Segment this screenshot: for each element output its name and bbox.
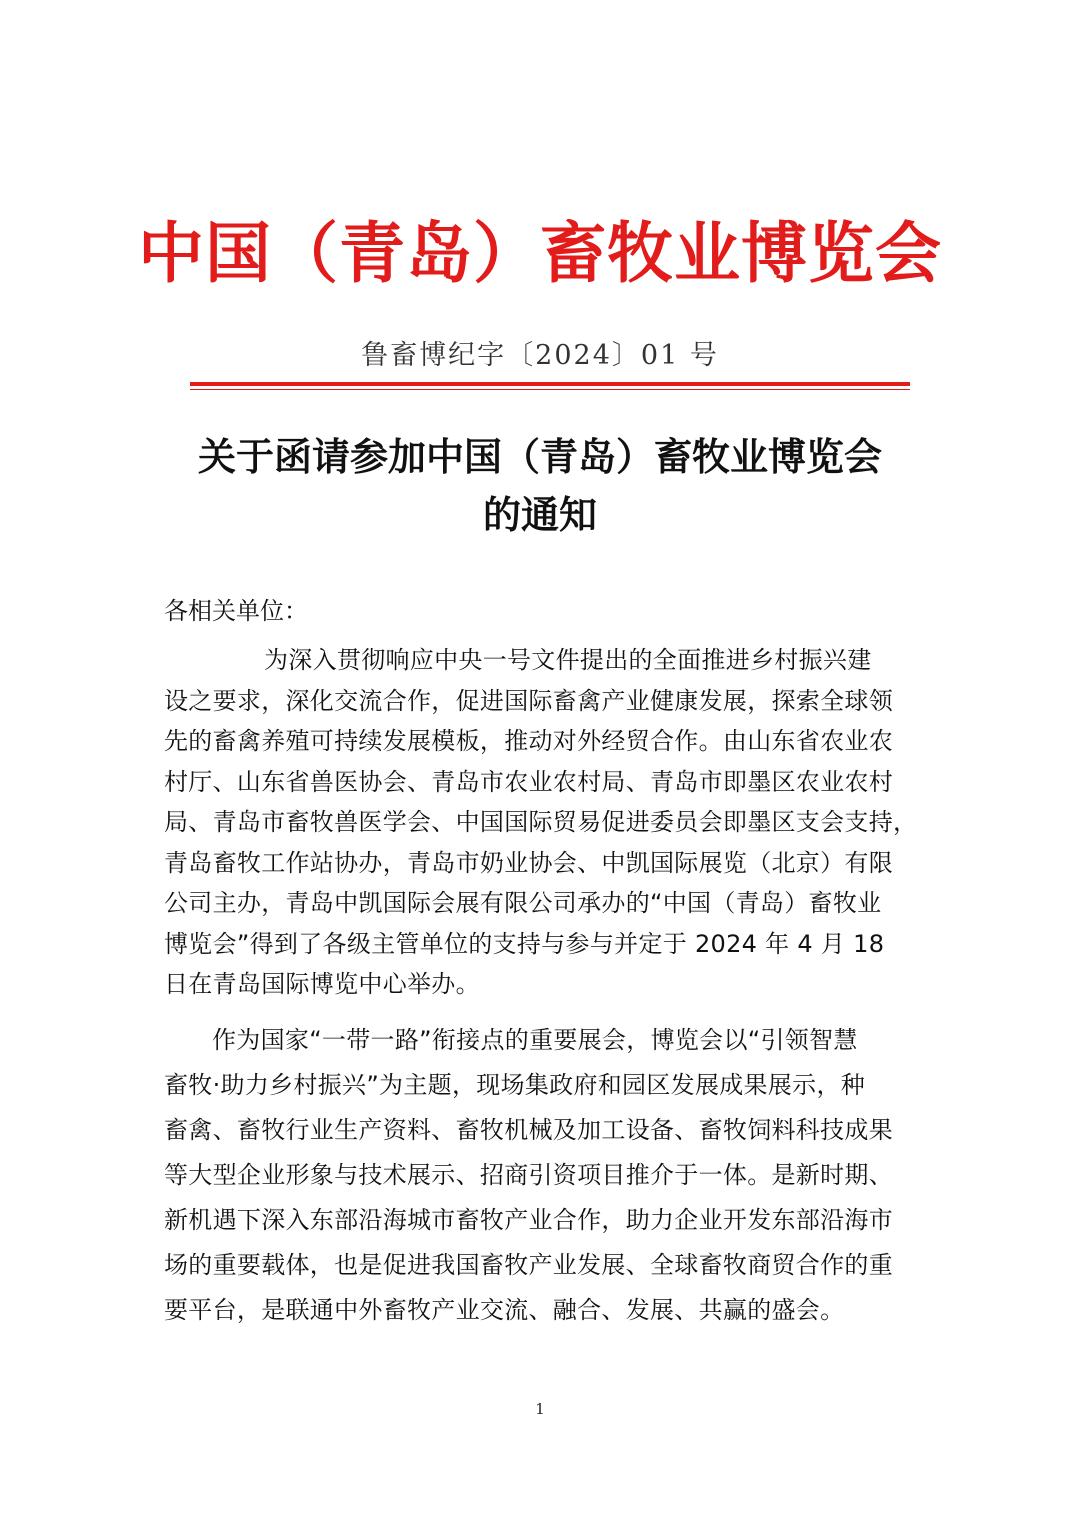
notice-title-line: 的通知 (482, 492, 597, 537)
paragraph-line: 等大型企业形象与技术展示、招商引资项目推介于一体。是新时期、 (164, 1161, 893, 1189)
page-number: 1 (535, 1400, 545, 1418)
document-number: 鲁畜博纪字〔2024〕01 号 (361, 340, 719, 371)
body-paragraph-2 (164, 1018, 924, 1333)
paragraph-line: 设之要求，深化交流合作，促进国际畜禽产业健康发展，探索全球领 (164, 686, 893, 715)
letterhead-title: 中国（青岛）畜牧业博览会 (138, 214, 942, 292)
letterhead-rule-thin (190, 389, 910, 390)
paragraph-line: 场的重要载体，也是促进我国畜牧产业发展、全球畜牧商贸合作的重 (164, 1251, 893, 1279)
paragraph-line: 畜牧·助力乡村振兴”为主题，现场集政府和园区发展成果展示，种 (164, 1071, 866, 1099)
notice-title (0, 428, 1080, 544)
paragraph-line: 为深入贯彻响应中央一号文件提出的全面推进乡村振兴建 (264, 646, 872, 674)
paragraph-line: 要平台，是联通中外畜牧产业交流、融合、发展、共赢的盛会。 (164, 1296, 845, 1324)
paragraph-line: 新机遇下深入东部沿海城市畜牧产业合作，助力企业开发东部沿海市 (164, 1206, 893, 1234)
salutation: 各相关单位： (164, 597, 308, 625)
letterhead-rule-thick (190, 382, 910, 386)
paragraph-line: 村厅、山东省兽医协会、青岛市农业农村局、青岛市即墨区农业农村 (164, 767, 893, 796)
paragraph-line: 作为国家“一带一路”衔接点的重要展会，博览会以“引领智慧 (212, 1026, 858, 1054)
notice-title-line: 关于函请参加中国（青岛）畜牧业博览会 (197, 434, 882, 479)
paragraph-line: 青岛畜牧工作站协办，青岛市奶业协会、中凯国际展览（北京）有限 (164, 848, 893, 877)
paragraph-line: 博览会”得到了各级主管单位的支持与参与并定于 2024 年 4 月 18 (164, 929, 885, 958)
paragraph-line: 先的畜禽养殖可持续发展模板，推动对外经贸合作。由山东省农业农 (164, 727, 893, 755)
paragraph-line: 畜禽、畜牧行业生产资料、畜牧机械及加工设备、畜牧饲料科技成果 (164, 1116, 893, 1144)
paragraph-line: 日在青岛国际博览中心举办。 (164, 970, 480, 998)
body-paragraph-1 (164, 640, 924, 1005)
paragraph-line: 公司主办，青岛中凯国际会展有限公司承办的“中国（青岛）畜牧业 (164, 889, 882, 917)
paragraph-line: 局、青岛市畜牧兽医学会、中国国际贸易促进委员会即墨区支会支持， (164, 808, 918, 836)
